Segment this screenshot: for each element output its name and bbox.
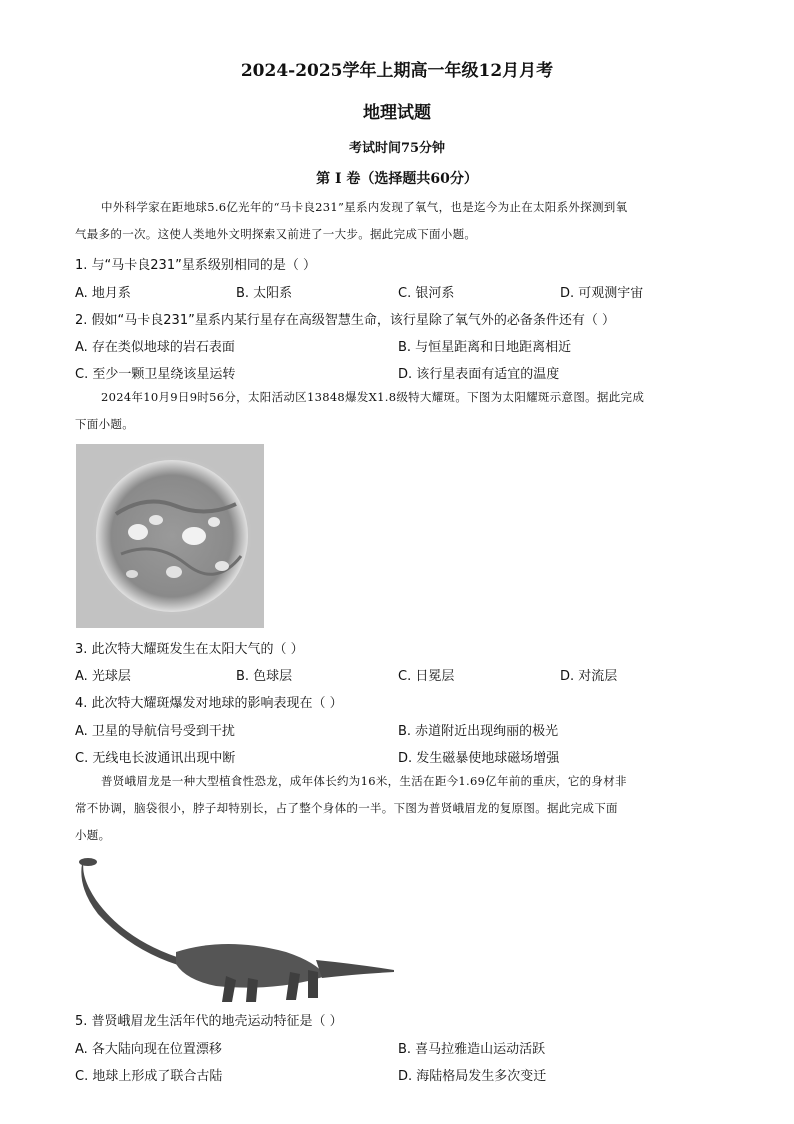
dinosaur-image (76, 852, 396, 1004)
question-2-option-b[interactable]: B. 与恒星距离和日地距离相近 (398, 340, 572, 355)
question-3-option-a[interactable]: A. 光球层 (75, 669, 131, 684)
question-3-option-c[interactable]: C. 日冕层 (398, 669, 455, 684)
question-1-option-d[interactable]: D. 可观测宇宙 (560, 286, 644, 301)
passage-3 (75, 768, 720, 849)
question-4-stem: 4. 此次特大耀斑爆发对地球的影响表现在（ ） (75, 696, 343, 711)
solar-flare-image (76, 444, 264, 628)
question-4-option-c[interactable]: C. 无线电长波通讯出现中断 (75, 751, 236, 766)
passage-3-line-3: 小题。 (75, 828, 111, 842)
question-5-option-a[interactable]: A. 各大陆向现在位置漂移 (75, 1042, 222, 1057)
passage-3-line-2: 常不协调，脑袋很小，脖子却特别长，占了整个身体的一半。下图为普贤峨眉龙的复原图。据此完成下面 (75, 801, 618, 815)
question-2-option-d[interactable]: D. 该行星表面有适宜的温度 (398, 367, 560, 382)
question-1-option-b[interactable]: B. 太阳系 (236, 286, 293, 301)
section-heading: 第 I 卷（选择题共60分） (316, 171, 478, 187)
passage-2-line-2: 下面小题。 (75, 417, 134, 431)
passage-2-line-1: 2024年10月9日9时56分，太阳活动区13848爆发X1.8级特大耀斑。下图为太阳耀斑示意图。据此完成 (101, 390, 645, 404)
passage-1-line-2: 气最多的一次。这使人类地外文明探索又前进了一大步。据此完成下面小题。 (75, 227, 477, 241)
question-4-option-d[interactable]: D. 发生磁暴使地球磁场增强 (398, 751, 560, 766)
question-1-stem: 1. 与“马卡良231”星系级别相同的是（ ） (75, 258, 316, 273)
exam-title: 2024-2025学年上期高一年级12月月考 (240, 61, 554, 81)
question-4-option-b[interactable]: B. 赤道附近出现绚丽的极光 (398, 724, 559, 739)
question-2-option-a[interactable]: A. 存在类似地球的岩石表面 (75, 340, 235, 355)
question-1-option-a[interactable]: A. 地月系 (75, 286, 131, 301)
question-4-option-a[interactable]: A. 卫星的导航信号受到干扰 (75, 724, 235, 739)
question-5-option-d[interactable]: D. 海陆格局发生多次变迁 (398, 1069, 547, 1084)
subject-title: 地理试题 (363, 103, 431, 123)
passage-3-line-1: 普贤峨眉龙是一种大型植食性恐龙，成年体长约为16米，生活在距今1.69亿年前的重庆，它的身材非 (101, 774, 627, 788)
question-5-option-b[interactable]: B. 喜马拉雅造山运动活跃 (398, 1042, 546, 1057)
exam-duration: 考试时间75分钟 (348, 141, 446, 156)
question-3-option-d[interactable]: D. 对流层 (560, 669, 618, 684)
question-2-option-c[interactable]: C. 至少一颗卫星绕该星运转 (75, 367, 236, 382)
question-3-option-b[interactable]: B. 色球层 (236, 669, 293, 684)
passage-2 (75, 384, 720, 438)
sun-illustration (76, 444, 264, 628)
question-2-stem: 2. 假如“马卡良231”星系内某行星存在高级智慧生命，该行星除了氧气外的必备条件还有（ ） (75, 313, 615, 328)
passage-1 (75, 194, 720, 248)
question-5-stem: 5. 普贤峨眉龙生活年代的地壳运动特征是（ ） (75, 1014, 343, 1029)
question-1-option-c[interactable]: C. 银河系 (398, 286, 455, 301)
passage-1-line-1: 中外科学家在距地球5.6亿光年的“马卡良231”星系内发现了氧气，也是迄今为止在太阳系外探测到氧 (101, 200, 628, 214)
question-3-stem: 3. 此次特大耀斑发生在太阳大气的（ ） (75, 642, 304, 657)
question-5-option-c[interactable]: C. 地球上形成了联合古陆 (75, 1069, 223, 1084)
dinosaur-illustration (76, 852, 396, 1004)
